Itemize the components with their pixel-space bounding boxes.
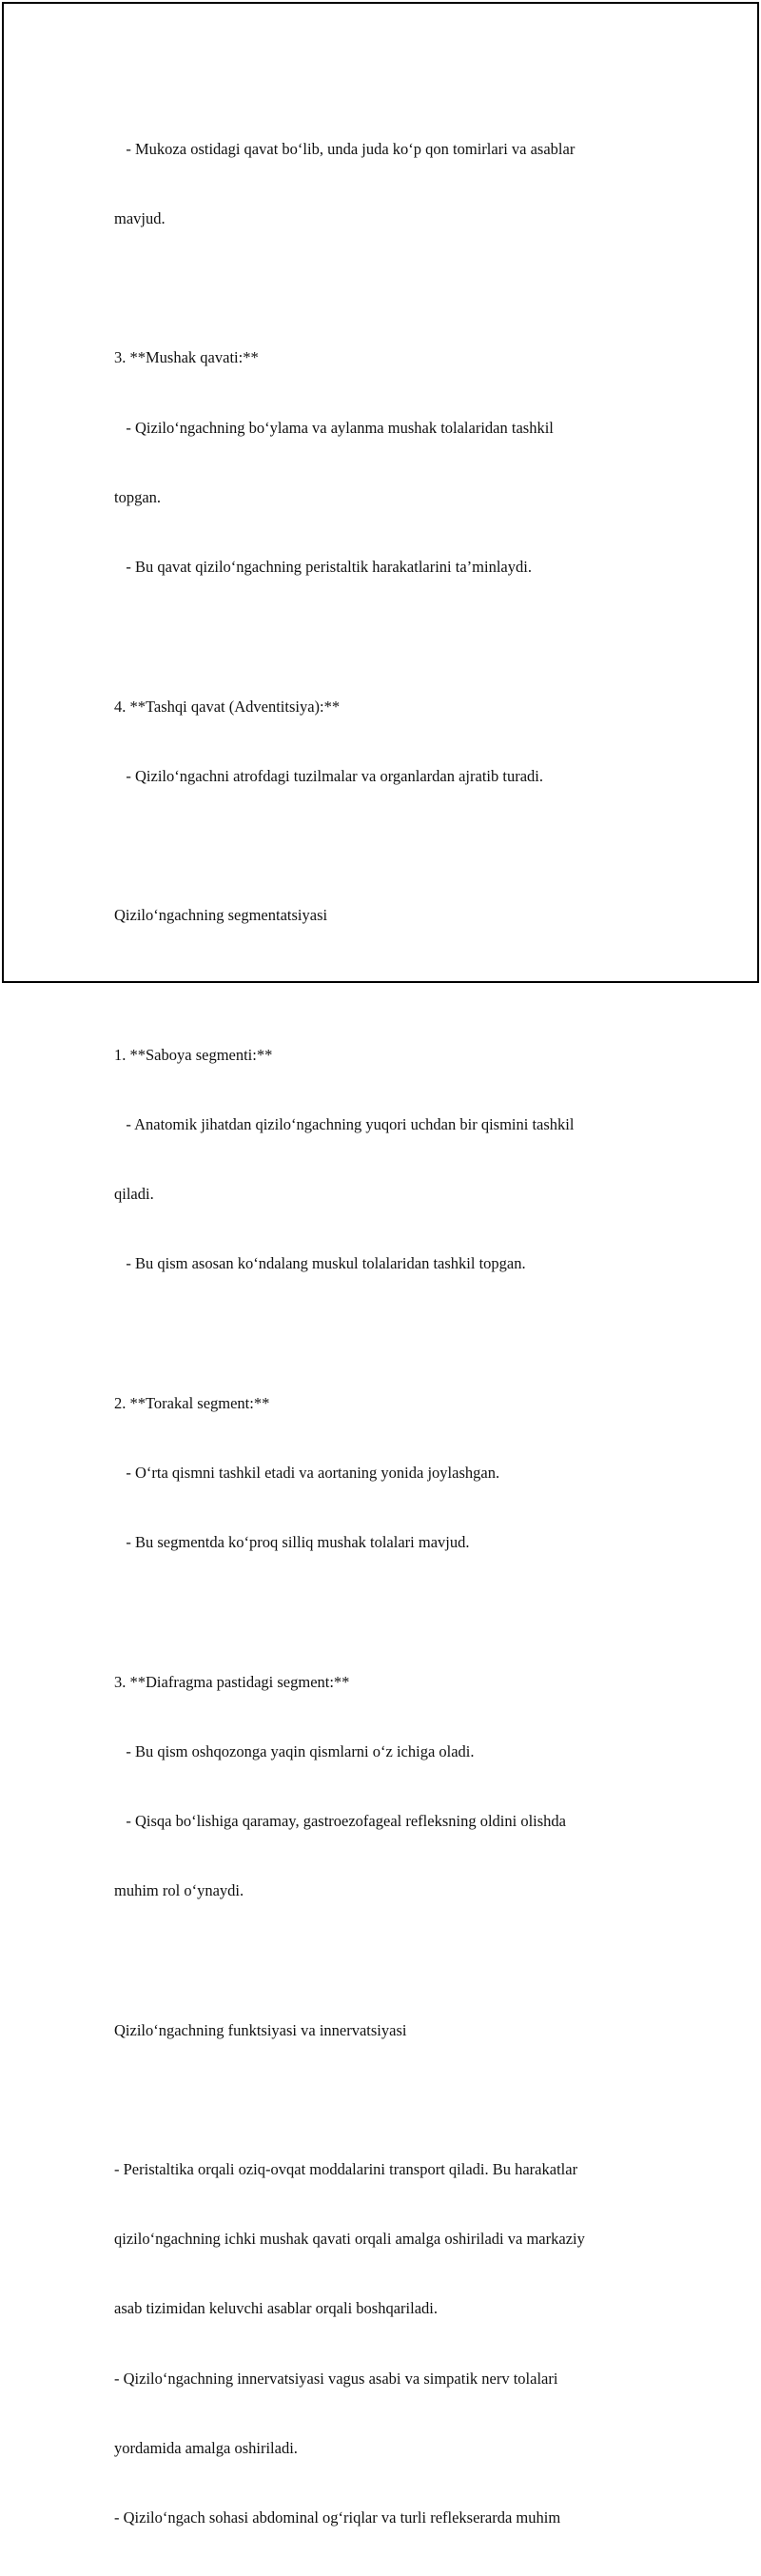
- text-line: - Qizilo‘ngach sohasi abdominal og‘riqlar va turli reflekserarda muhim: [114, 2508, 561, 2527]
- text-line: [114, 1601, 647, 1623]
- section-heading-saboya-segmenti: 1. **Saboya segmenti:**: [114, 1045, 273, 1064]
- text-line: - Qizilo‘ngachni atrofdagi tuzilmalar va organlardan ajratib turadi.: [114, 766, 543, 785]
- text-line: - Qizilo‘ngachning innervatsiyasi vagus asabi va simpatik nerv tolalari: [114, 2369, 558, 2388]
- section-heading-tashqi-qavat: 4. **Tashqi qavat (Adventitsiya):**: [114, 697, 341, 716]
- text-line: [114, 1322, 647, 1345]
- document-page: [2, 2, 759, 2527]
- text-line: - Qisqa bo‘lishiga qaramay, gastroezofageal refleksning oldini olishda: [114, 1811, 566, 1830]
- text-line: - Bu qism asosan ko‘ndalang muskul tolalaridan tashkil topgan.: [114, 1254, 526, 1273]
- text-line: - Peristaltika orqali oziq-ovqat moddalarini transport qiladi. Bu harakatlar: [114, 2160, 578, 2179]
- text-line: - Qizilo‘ngachning bo‘ylama va aylanma mushak tolalaridan tashkil: [114, 418, 554, 437]
- section-heading-torakal-segment: 2. **Torakal segment:**: [114, 1393, 270, 1412]
- text-line: muhim rol o‘ynaydi.: [114, 1881, 244, 1900]
- text-line: [114, 1949, 647, 1972]
- text-line: - Anatomik jihatdan qizilo‘ngachning yuqori uchdan bir qismini tashkil: [114, 1114, 575, 1133]
- text-line: [114, 973, 647, 996]
- text-line: mavjud.: [114, 209, 166, 228]
- text-line: - Bu qism oshqozonga yaqin qismlarni o‘z ichiga oladi.: [114, 1741, 475, 1760]
- text-line: topgan.: [114, 487, 162, 506]
- text-line: [114, 625, 647, 648]
- text-line: asab tizimidan keluvchi asablar orqali boshqariladi.: [114, 2299, 438, 2318]
- text-line: qiladi.: [114, 1185, 154, 1204]
- text-line: [114, 2089, 647, 2112]
- section-title-segmentatsiya: Qizilo‘ngachning segmentatsiyasi: [114, 906, 328, 925]
- text-line: yordamida amalga oshiriladi.: [114, 2438, 298, 2457]
- text-line: [114, 835, 647, 857]
- text-line: qizilo‘ngachning ichki mushak qavati orqali amalga oshiriladi va markaziy: [114, 2230, 585, 2249]
- document-body: [114, 91, 647, 2576]
- text-line: - O‘rta qismni tashkil etadi va aortaning yonida joylashgan.: [114, 1463, 500, 1482]
- section-heading-mushak-qavati: 3. **Mushak qavati:**: [114, 348, 259, 367]
- section-heading-diafragma-segment: 3. **Diafragma pastidagi segment:**: [114, 1672, 350, 1691]
- text-line: [114, 277, 647, 300]
- text-line: - Mukoza ostidagi qavat bo‘lib, unda juda ko‘p qon tomirlari va asablar: [114, 139, 576, 158]
- section-title-funktsiya: Qizilo‘ngachning funktsiyasi va innervatsiyasi: [114, 2020, 407, 2039]
- text-line: - Bu qavat qizilo‘ngachning peristaltik harakatlarini ta’minlaydi.: [114, 558, 532, 577]
- text-line: - Bu segmentda ko‘proq silliq mushak tolalari mavjud.: [114, 1533, 470, 1552]
